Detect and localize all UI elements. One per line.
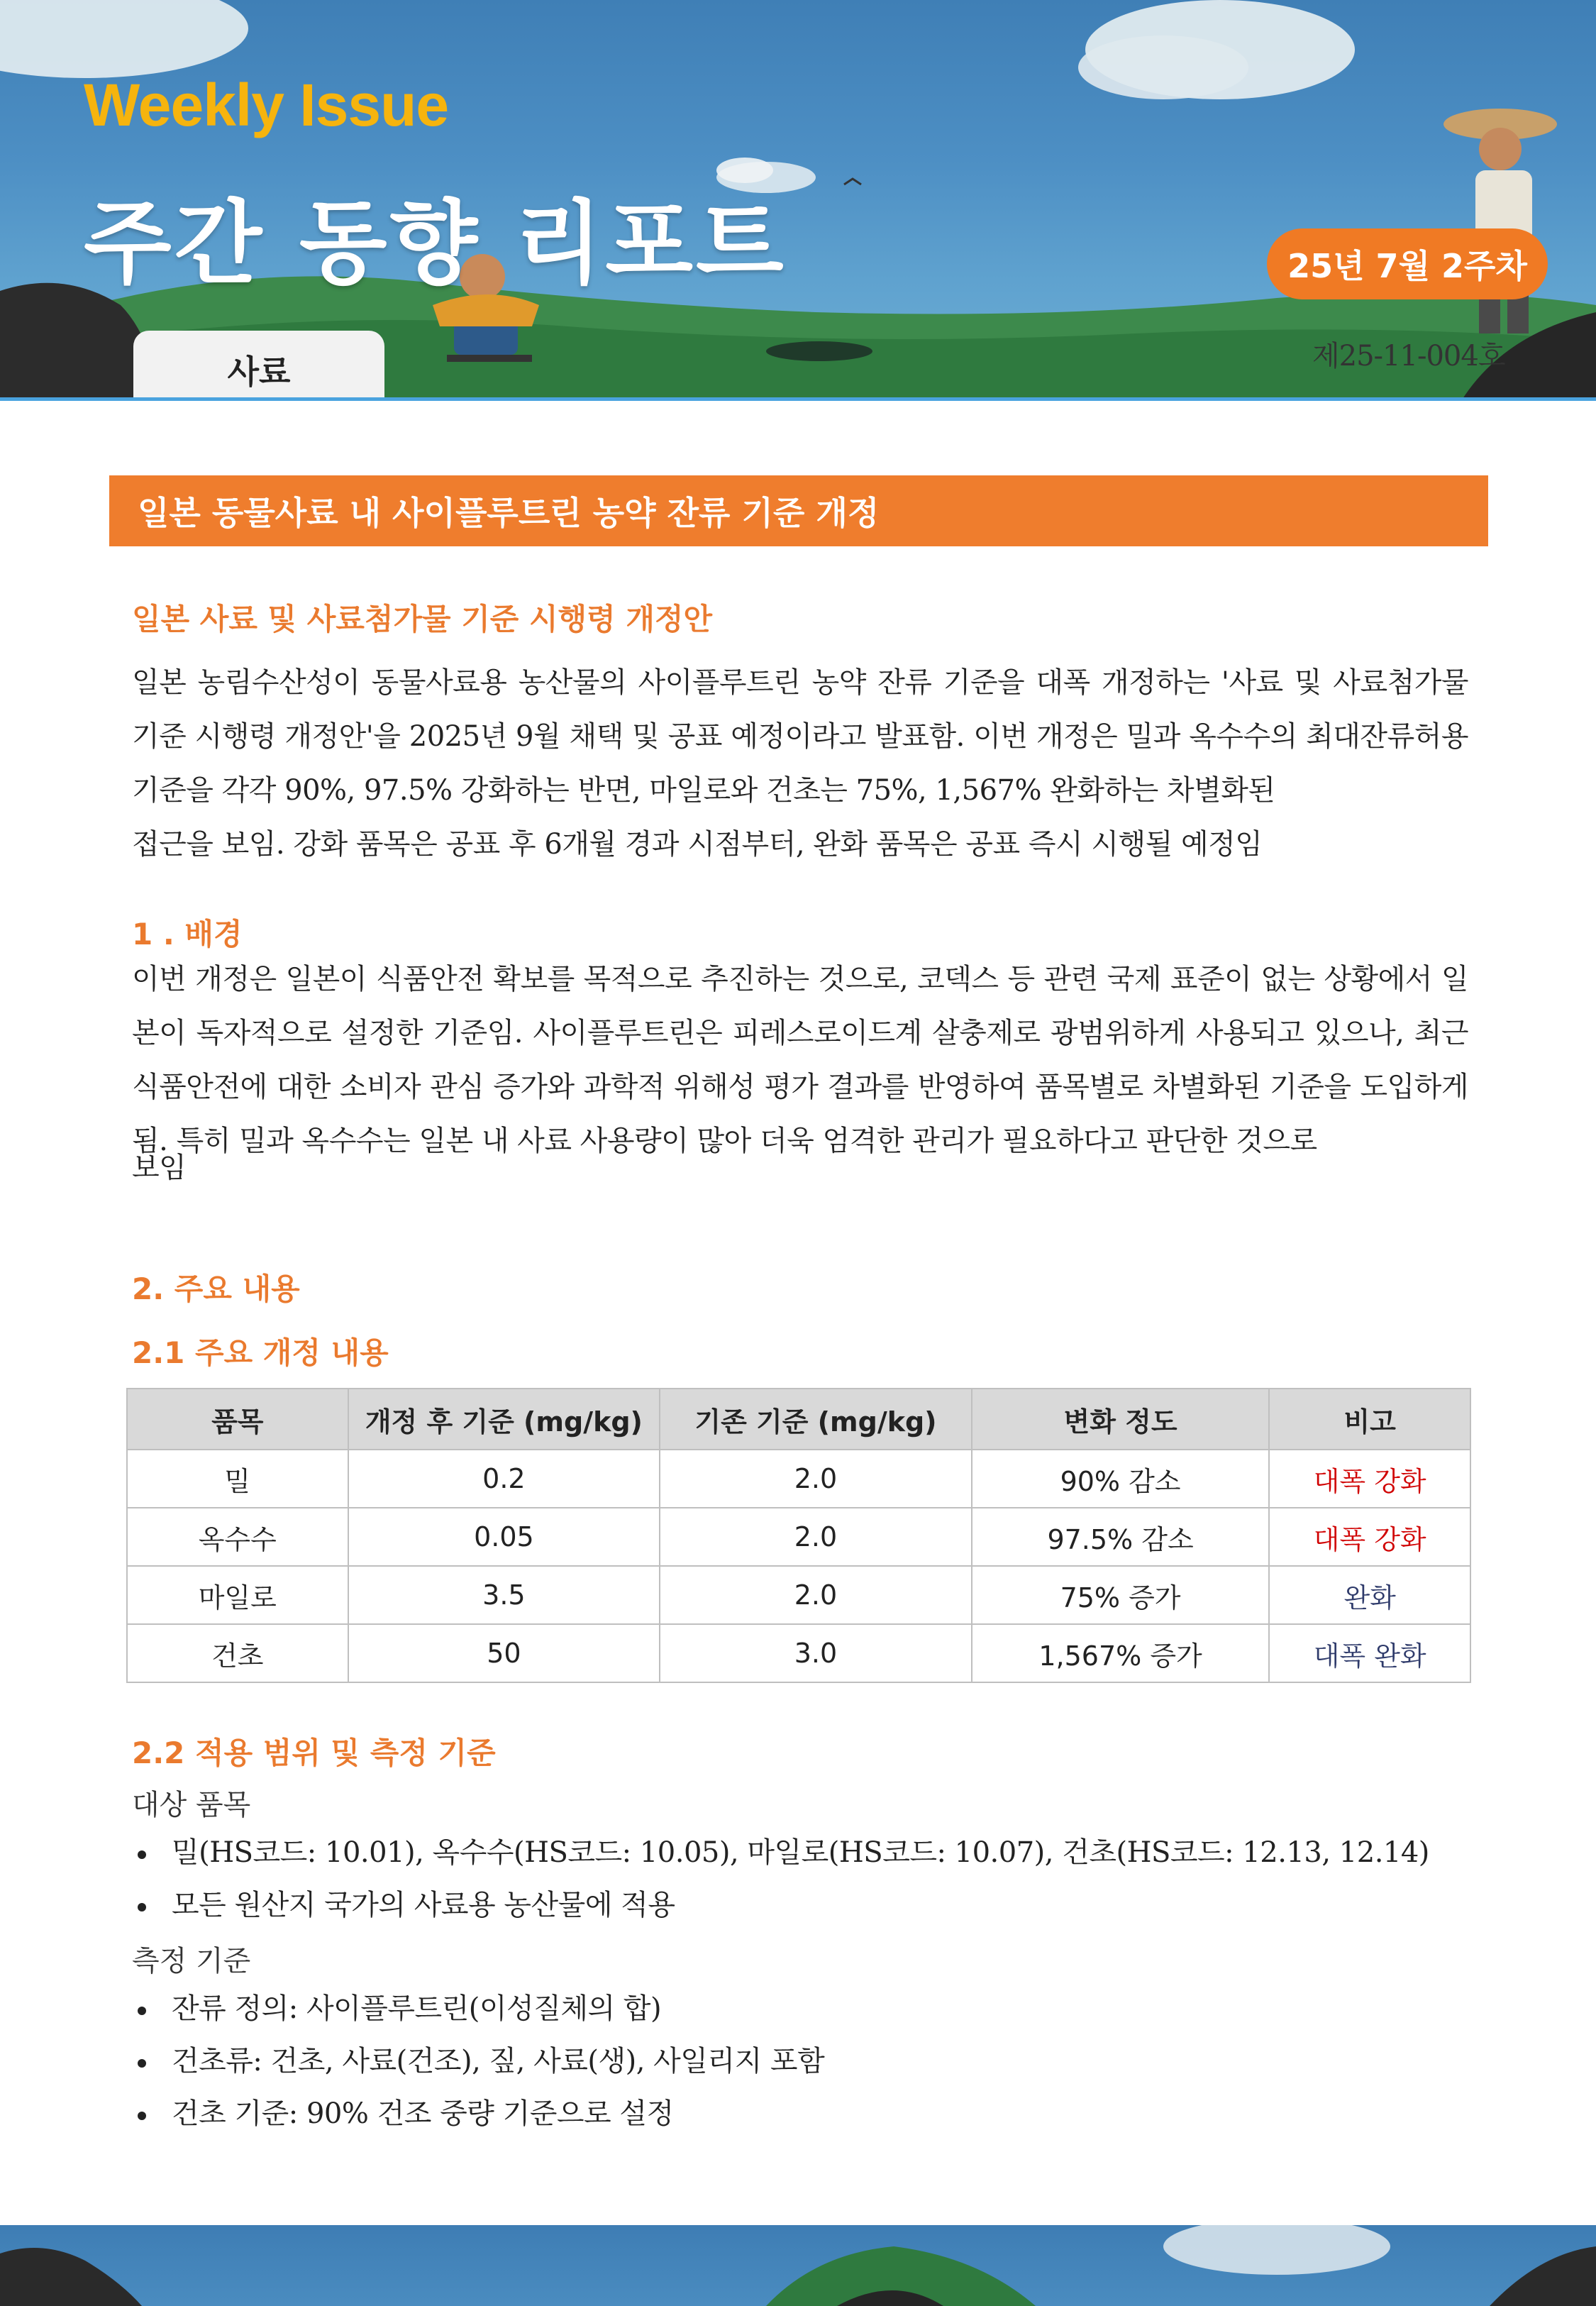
- col-header-new-standard: 개정 후 기준 (mg/kg): [348, 1389, 660, 1450]
- cell-note: 대폭 강화: [1269, 1508, 1470, 1566]
- revision-table: [126, 1388, 1471, 1683]
- col-header-old-standard: 기존 기준 (mg/kg): [660, 1389, 972, 1450]
- revision-subheading: 2.1 주요 개정 내용: [132, 1335, 389, 1370]
- cell-new: 0.05: [348, 1508, 660, 1566]
- cell-new: 50: [348, 1624, 660, 1682]
- intro-heading: 일본 사료 및 사료첨가물 기준 시행령 개정안: [132, 602, 713, 636]
- background-paragraph: [132, 952, 1468, 1168]
- report-title: 주간 동향 리포트: [84, 191, 787, 297]
- cell-note: 완화: [1269, 1566, 1470, 1624]
- table-row: [127, 1450, 1470, 1508]
- list-item: 건초 기준: 90% 건조 중량 기준으로 설정: [132, 2087, 824, 2140]
- list-item: 건초류: 건초, 사료(건조), 짚, 사료(생), 사일리지 포함: [132, 2035, 824, 2087]
- footer-illustration: [0, 2225, 1596, 2306]
- background-heading: 1 . 배경: [132, 917, 243, 951]
- category-tab[interactable]: 사료: [133, 331, 384, 401]
- header-divider: [0, 397, 1596, 401]
- cell-note: 대폭 강화: [1269, 1450, 1470, 1508]
- intro-paragraph: [132, 656, 1468, 817]
- main-content-heading: 2. 주요 내용: [132, 1271, 300, 1306]
- list-item: 모든 원산지 국가의 사료용 농산물에 적용: [132, 1879, 1429, 1931]
- cell-note: 대폭 완화: [1269, 1624, 1470, 1682]
- footer-banner: [0, 2225, 1596, 2306]
- cell-item: 밀: [127, 1450, 348, 1508]
- cell-item: 마일로: [127, 1566, 348, 1624]
- issue-number: 제25-11-004호: [1312, 340, 1505, 373]
- cell-old: 2.0: [660, 1566, 972, 1624]
- header-banner: [0, 0, 1596, 401]
- date-badge: 25년 7월 2주차: [1267, 228, 1548, 299]
- cell-change: 90% 감소: [972, 1450, 1270, 1508]
- col-header-change: 변화 정도: [972, 1389, 1270, 1450]
- cell-change: 97.5% 감소: [972, 1508, 1270, 1566]
- cell-change: 1,567% 증가: [972, 1624, 1270, 1682]
- cell-item: 옥수수: [127, 1508, 348, 1566]
- table-row: [127, 1624, 1470, 1682]
- intro-body: 일본 농림수산성이 동물사료용 농산물의 사이플루트린 농약 잔류 기준을 대폭 개정하는 '사료 및 사료첨가물 기준 시행령 개정안'을 2025년 9월 채택 및 공표 예정이라고 발표함. 이번 개정은 밀과 옥수수의 최대잔류허용기준을 각각 90%, 97.5% 강화하는 반면, 마일로와 건초는 75%, 1,567% 완화하는 차별화된: [132, 666, 1468, 807]
- cell-new: 0.2: [348, 1450, 660, 1508]
- list-item: 밀(HS코드: 10.01), 옥수수(HS코드: 10.05), 마일로(HS코드: 10.07), 건초(HS코드: 12.13, 12.14): [132, 1826, 1429, 1879]
- col-header-item: 품목: [127, 1389, 348, 1450]
- cell-item: 건초: [127, 1624, 348, 1682]
- cell-old: 2.0: [660, 1450, 972, 1508]
- cell-old: 3.0: [660, 1624, 972, 1682]
- cell-change: 75% 증가: [972, 1566, 1270, 1624]
- target-items-label: 대상 품목: [132, 1789, 251, 1821]
- table-row: [127, 1508, 1470, 1566]
- list-item: 잔류 정의: 사이플루트린(이성질체의 합): [132, 1982, 824, 2035]
- cell-new: 3.5: [348, 1566, 660, 1624]
- intro-paragraph-last-line: 접근을 보임. 강화 품목은 공표 후 6개월 경과 시점부터, 완화 품목은 공표 즉시 시행될 예정임: [132, 828, 1263, 861]
- col-header-note: 비고: [1269, 1389, 1470, 1450]
- measure-items-list: [132, 1982, 824, 2140]
- weekly-issue-label: Weekly Issue: [84, 72, 449, 138]
- measure-label: 측정 기준: [132, 1945, 251, 1977]
- cell-old: 2.0: [660, 1508, 972, 1566]
- table-header-row: [127, 1389, 1470, 1450]
- target-items-list: [132, 1826, 1429, 1931]
- section-title-bar: 일본 동물사료 내 사이플루트린 농약 잔류 기준 개정: [109, 475, 1488, 546]
- scope-subheading: 2.2 적용 범위 및 측정 기준: [132, 1736, 496, 1770]
- background-paragraph-last-line: 보임: [132, 1152, 187, 1184]
- table-row: [127, 1566, 1470, 1624]
- background-body: 이번 개정은 일본이 식품안전 확보를 목적으로 추진하는 것으로, 코덱스 등 관련 국제 표준이 없는 상황에서 일본이 독자적으로 설정한 기준임. 사이플루트린은 피레스로이드계 살충제로 광범위하게 사용되고 있으나, 최근 식품안전에 대한 소비자 관심 증가와 과학적 위해성 평가 결과를 반영하여 품목별로 차별화된 기준을 도입하게 됨. 특히 밀과 옥수수는 일본 내 사료 사용량이 많아 더욱 엄격한 관리가 필요하다고 판단한 것으로: [132, 963, 1468, 1157]
